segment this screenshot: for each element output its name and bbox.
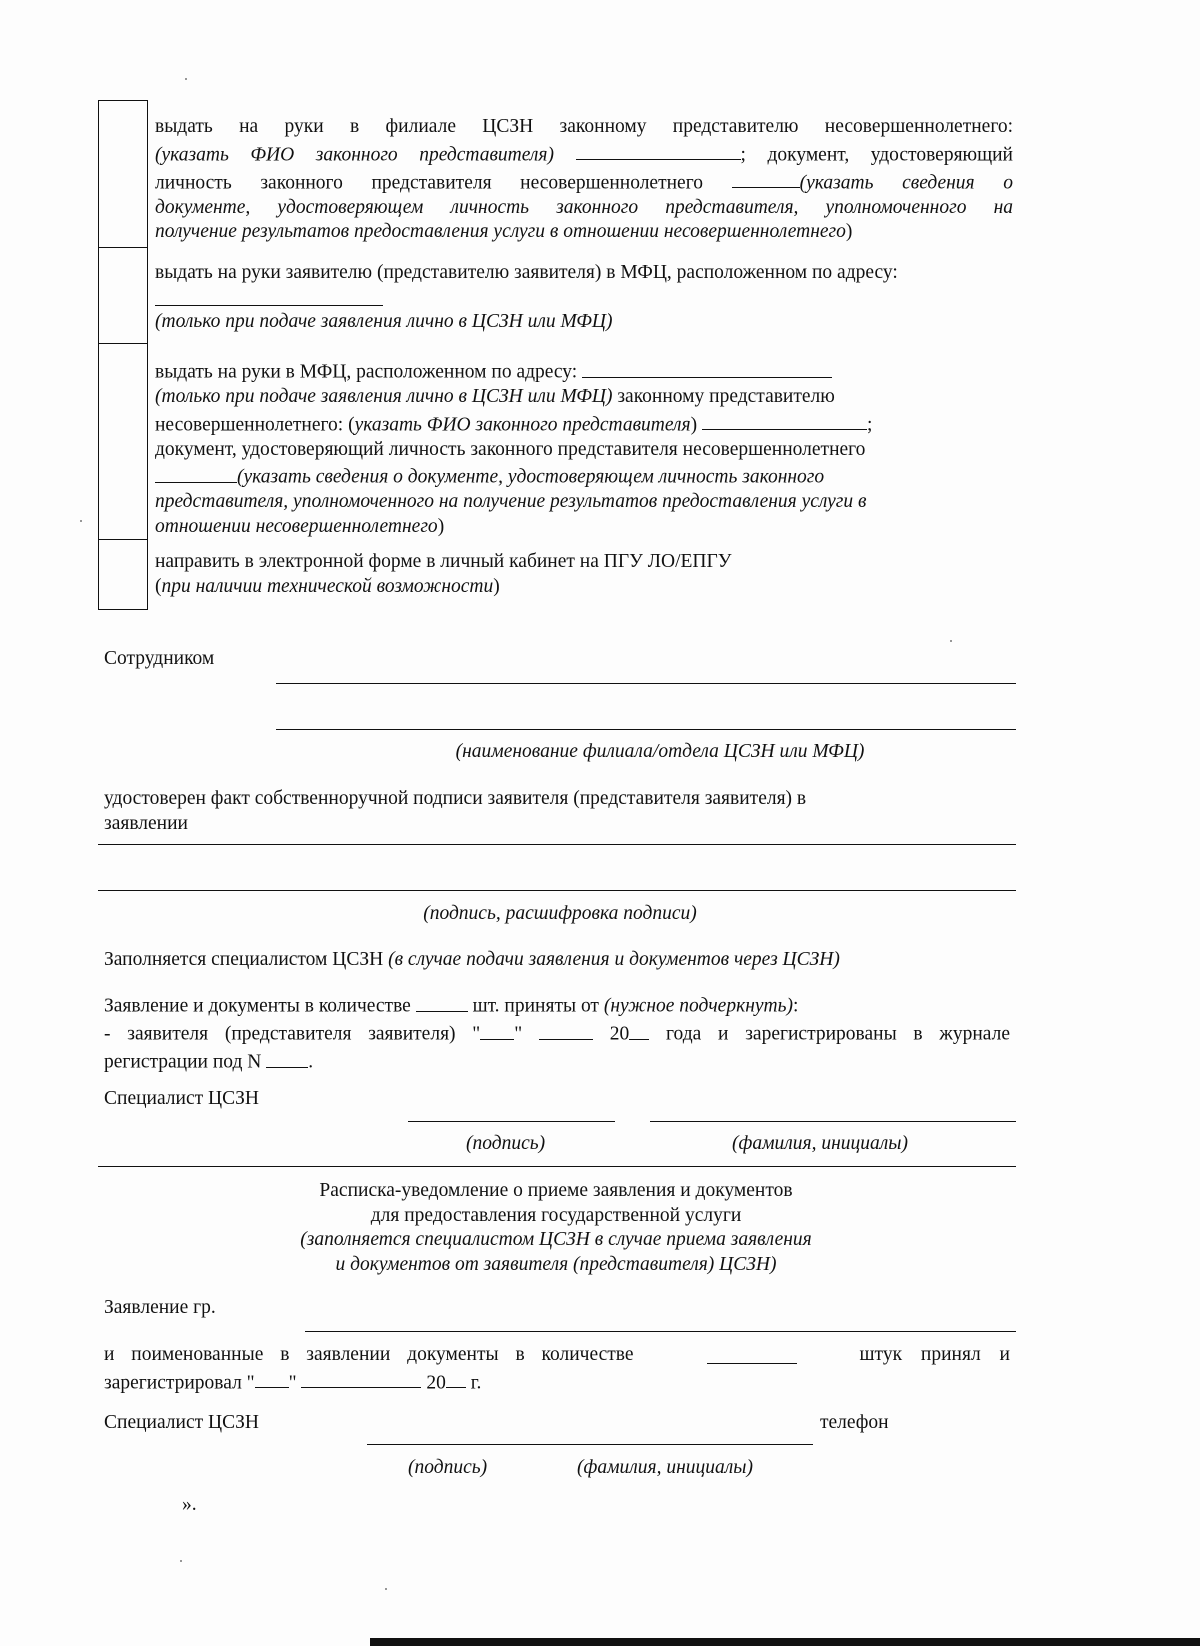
employee-line-1[interactable] <box>276 683 1016 684</box>
signature-caption: (подпись, расшифровка подписи) <box>423 903 697 924</box>
scan-speck <box>180 1560 182 1562</box>
checkbox-option-4[interactable] <box>99 540 147 610</box>
applicant-name-line[interactable] <box>305 1331 1016 1332</box>
scan-bottom-edge <box>370 1638 1200 1646</box>
scan-speck <box>950 640 952 642</box>
section-divider <box>98 1166 1016 1167</box>
checkbox-column <box>98 100 148 610</box>
phone-label: телефон <box>820 1412 889 1433</box>
employee-label: Сотрудником <box>104 648 215 669</box>
receipt-specialist-label: Специалист ЦСЗН <box>104 1412 259 1433</box>
option-3-text: выдать на руки в МФЦ, расположенном по адресу: (только при подаче заявления лично в ЦСЗН или МФЦ) законному представителю несовершеннолетнего: (указать ФИО законного представителя) ; документ, удостоверяющий личность законного представителя несовершеннолетнего (указать сведения о документе, удостоверяющем личность законного представителя, уполномоченного на получение результатов предоставления услуги в отношении несовершеннолетнего) <box>155 357 973 539</box>
fact-line-2[interactable] <box>98 890 1016 891</box>
branch-caption: (наименование филиала/отдела ЦСЗН или МФЦ) <box>455 741 865 762</box>
fill-by-specialist: Заполняется специалистом ЦСЗН (в случае подачи заявления и документов через ЦСЗН) <box>104 949 840 970</box>
specialist-sign-line[interactable] <box>408 1121 615 1122</box>
checkbox-option-3[interactable] <box>99 344 147 540</box>
specialist-name-line[interactable] <box>650 1121 1016 1122</box>
checkbox-option-2[interactable] <box>99 248 147 344</box>
documents-count-text: Заявление и документы в количестве шт. приняты от (нужное подчеркнуть): - заявителя (представителя заявителя) " " 20 года и зарегистрированы в журнале регистрации под N . <box>104 991 1010 1075</box>
spec-name-caption: (фамилия, инициалы) <box>732 1133 908 1154</box>
closing-quote: ». <box>182 1494 197 1515</box>
doc-info-blank-2[interactable] <box>155 462 237 483</box>
option-2-line-1: выдать на руки заявителю (представителю заявителя) в МФЦ, расположенном по адресу: <box>155 262 898 283</box>
month-blank[interactable] <box>539 1019 593 1040</box>
receipt-year-blank[interactable] <box>446 1368 466 1389</box>
receipt-day-blank[interactable] <box>255 1368 289 1389</box>
docs-count-blank[interactable] <box>416 991 468 1012</box>
employee-line-2[interactable] <box>276 729 1016 730</box>
receipt-name-caption: (фамилия, инициалы) <box>577 1457 753 1478</box>
scan-speck <box>185 78 187 80</box>
named-docs-text: и поименованные в заявлении документы в количестве штук принял и зарегистрировал " " 20 г. <box>104 1344 1010 1393</box>
receipt-month-blank[interactable] <box>301 1368 421 1389</box>
option-1-line-1: выдать на руки в филиале ЦСЗН законному представителю несовершеннолетнего: <box>155 116 1013 137</box>
receipt-count-blank[interactable] <box>707 1343 797 1364</box>
legal-rep-name-blank-2[interactable] <box>702 410 867 431</box>
receipt-specialist-line[interactable] <box>367 1444 813 1445</box>
fact-line-1[interactable] <box>98 844 1016 845</box>
scan-speck <box>80 520 82 522</box>
option-1-text: выдать на руки в филиале ЦСЗН законному представителю несовершеннолетнего: (указать ФИО законного представителя) ; документ, удостоверяющий личность законного представителя несовершеннолетнего (указать сведения о документе, удостоверяющем личность законного представителя, уполномоченного на получение результатов предоставления услуги в отношении несовершеннолетнего) <box>155 116 1014 242</box>
option-4-text: направить в электронной форме в личный кабинет на ПГУ ЛО/ЕПГУ (при наличии технической возможности) <box>155 551 732 597</box>
registration-number-blank[interactable] <box>266 1047 308 1068</box>
spec-sign-caption: (подпись) <box>466 1133 546 1154</box>
checkbox-option-1[interactable] <box>99 101 147 248</box>
receipt-header: Расписка-уведомление о приеме заявления и документов для предоставления государственной услуги (заполняется специалистом ЦСЗН в случае приема заявления и документов от заявителя (представителя) ЦСЗН) <box>300 1180 812 1275</box>
legal-rep-name-blank[interactable] <box>576 140 741 161</box>
mfc-address-blank-2[interactable] <box>582 357 832 378</box>
year-blank[interactable] <box>629 1019 649 1040</box>
applicant-label: Заявление гр. <box>104 1297 216 1318</box>
mfc-address-blank[interactable] <box>155 286 383 307</box>
specialist-label: Специалист ЦСЗН <box>104 1088 259 1109</box>
signature-fact-text: удостоверен факт собственноручной подписи заявителя (представителя заявителя) в заявлении <box>104 788 807 834</box>
receipt-sign-caption: (подпись) <box>408 1457 488 1478</box>
doc-info-blank[interactable] <box>732 168 800 189</box>
scan-speck <box>385 1588 387 1590</box>
day-blank[interactable] <box>480 1019 514 1040</box>
option-2-text: выдать на руки заявителю (представителю заявителя) в МФЦ, расположенном по адресу: (только при подаче заявления лично в ЦСЗН или МФЦ) <box>155 261 1013 334</box>
